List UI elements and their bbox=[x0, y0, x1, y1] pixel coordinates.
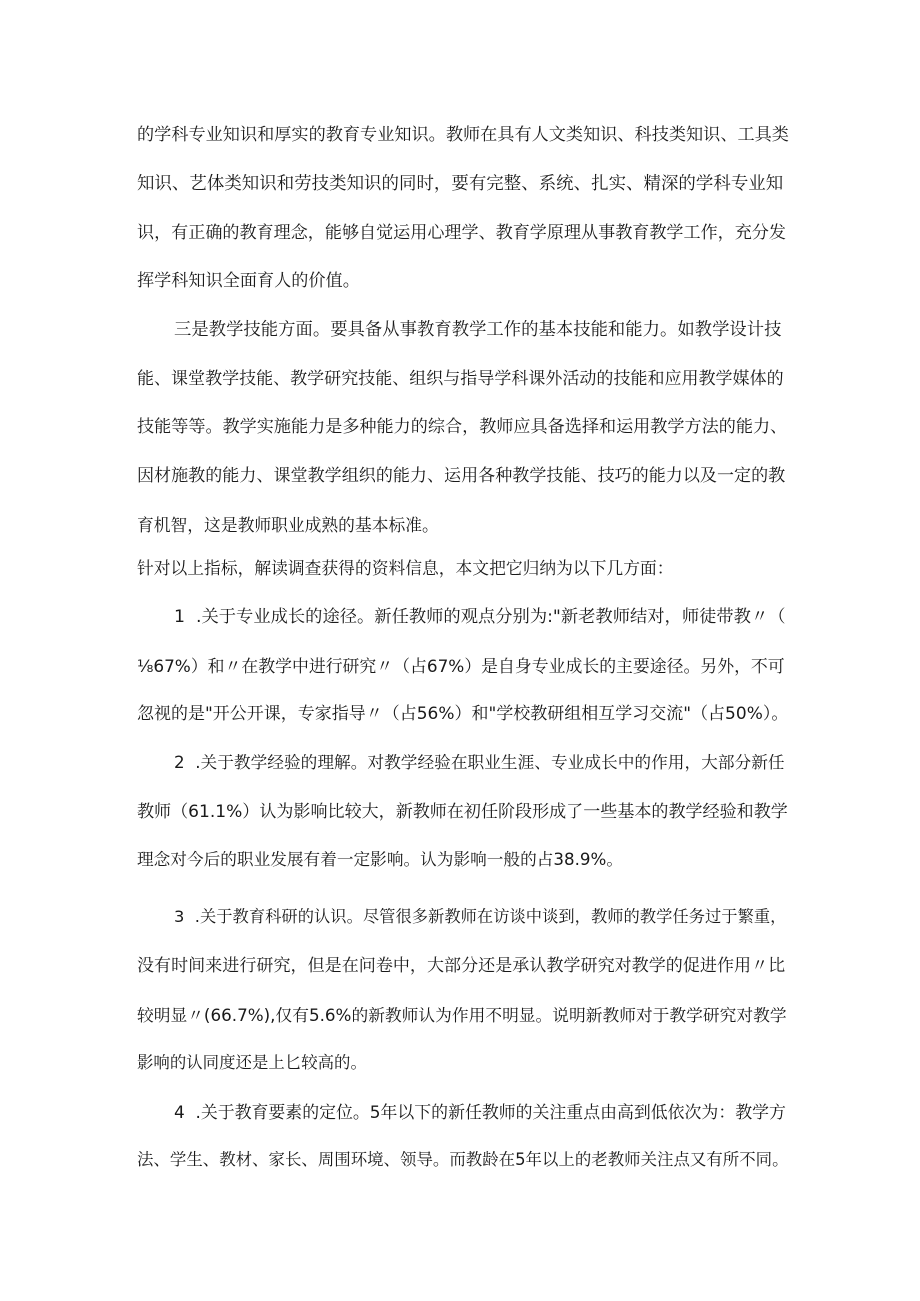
text-line: 知识、艺体类知识和劳技类知识的同时，要有完整、系统、扎实、精深的学科专业知 bbox=[137, 174, 784, 194]
list-item-line: 1 .关于专业成长的途径。新任教师的观点分别为:"新老教师结对，师徒带教〃（ bbox=[174, 607, 786, 627]
list-item-line: 2 .关于教学经验的理解。对教学经验在职业生涯、专业成长中的作用，大部分新任 bbox=[174, 753, 785, 772]
text-line: 针对以上指标，解读调查获得的资料信息，本文把它归纳为以下几方面： bbox=[137, 558, 674, 578]
list-item-line: 4 .关于教育要素的定位。5年以下的新任教师的关注重点由高到低依次为：教学方 bbox=[174, 1102, 786, 1122]
text-line: 能、课堂教学技能、教学研究技能、组织与指导学科课外活动的技能和应用教学媒体的 bbox=[137, 369, 784, 389]
list-item-line: 3 .关于教育科研的认识。尽管很多新教师在访谈中谈到，教师的教学任务过于繁重， bbox=[174, 907, 787, 926]
text-line: ⅛67%）和〃在教学中进行研究〃（占67%）是自身专业成长的主要途径。另外，不可 bbox=[137, 656, 785, 676]
text-line: 育机智，这是教师职业成熟的基本标准。 bbox=[137, 515, 439, 535]
text-line: 忽视的是"开公开课，专家指导〃（占56%）和"学校教研组相互学习交流"（占50%）。 bbox=[137, 704, 789, 724]
text-line: 理念对今后的职业发展有着一定影响。认为影响一般的占38.9%。 bbox=[137, 850, 623, 869]
text-line: 识，有正确的教育理念，能够自觉运用心理学、教育学原理从事教育教学工作，充分发 bbox=[137, 223, 786, 243]
text-line: 法、学生、教材、家长、周围环境、领导。而教龄在5年以上的老教师关注点又有所不同。 bbox=[137, 1150, 789, 1169]
text-line: 没有时间来进行研究，但是在问卷中，大部分还是承认教学研究对教学的促进作用〃比 bbox=[137, 956, 786, 976]
text-line: 因材施教的能力、课堂教学组织的能力、运用各种教学技能、技巧的能力以及一定的教 bbox=[137, 466, 786, 486]
text-line: 的学科专业知识和厚实的教育专业知识。教师在具有人文类知识、科技类知识、工具类 bbox=[137, 125, 789, 145]
text-line: 影响的认同度还是上匕较高的。 bbox=[137, 1053, 367, 1072]
text-line: 三是教学技能方面。要具备从事教育教学工作的基本技能和能力。如教学设计技 bbox=[174, 320, 782, 340]
text-line: 较明显〃(66.7%),仅有5.6%的新教师认为作用不明显。说明新教师对于教学研究对教学 bbox=[137, 1005, 787, 1025]
text-line: 技能等等。教学实施能力是多种能力的综合，教师应具备选择和运用教学方法的能力、 bbox=[137, 417, 788, 437]
text-line: 教师（61.1%）认为影响比较大，新教师在初任阶段形成了一些基本的教学经验和教学 bbox=[137, 802, 788, 822]
text-line: 挥学科知识全面育人的价值。 bbox=[137, 271, 360, 291]
